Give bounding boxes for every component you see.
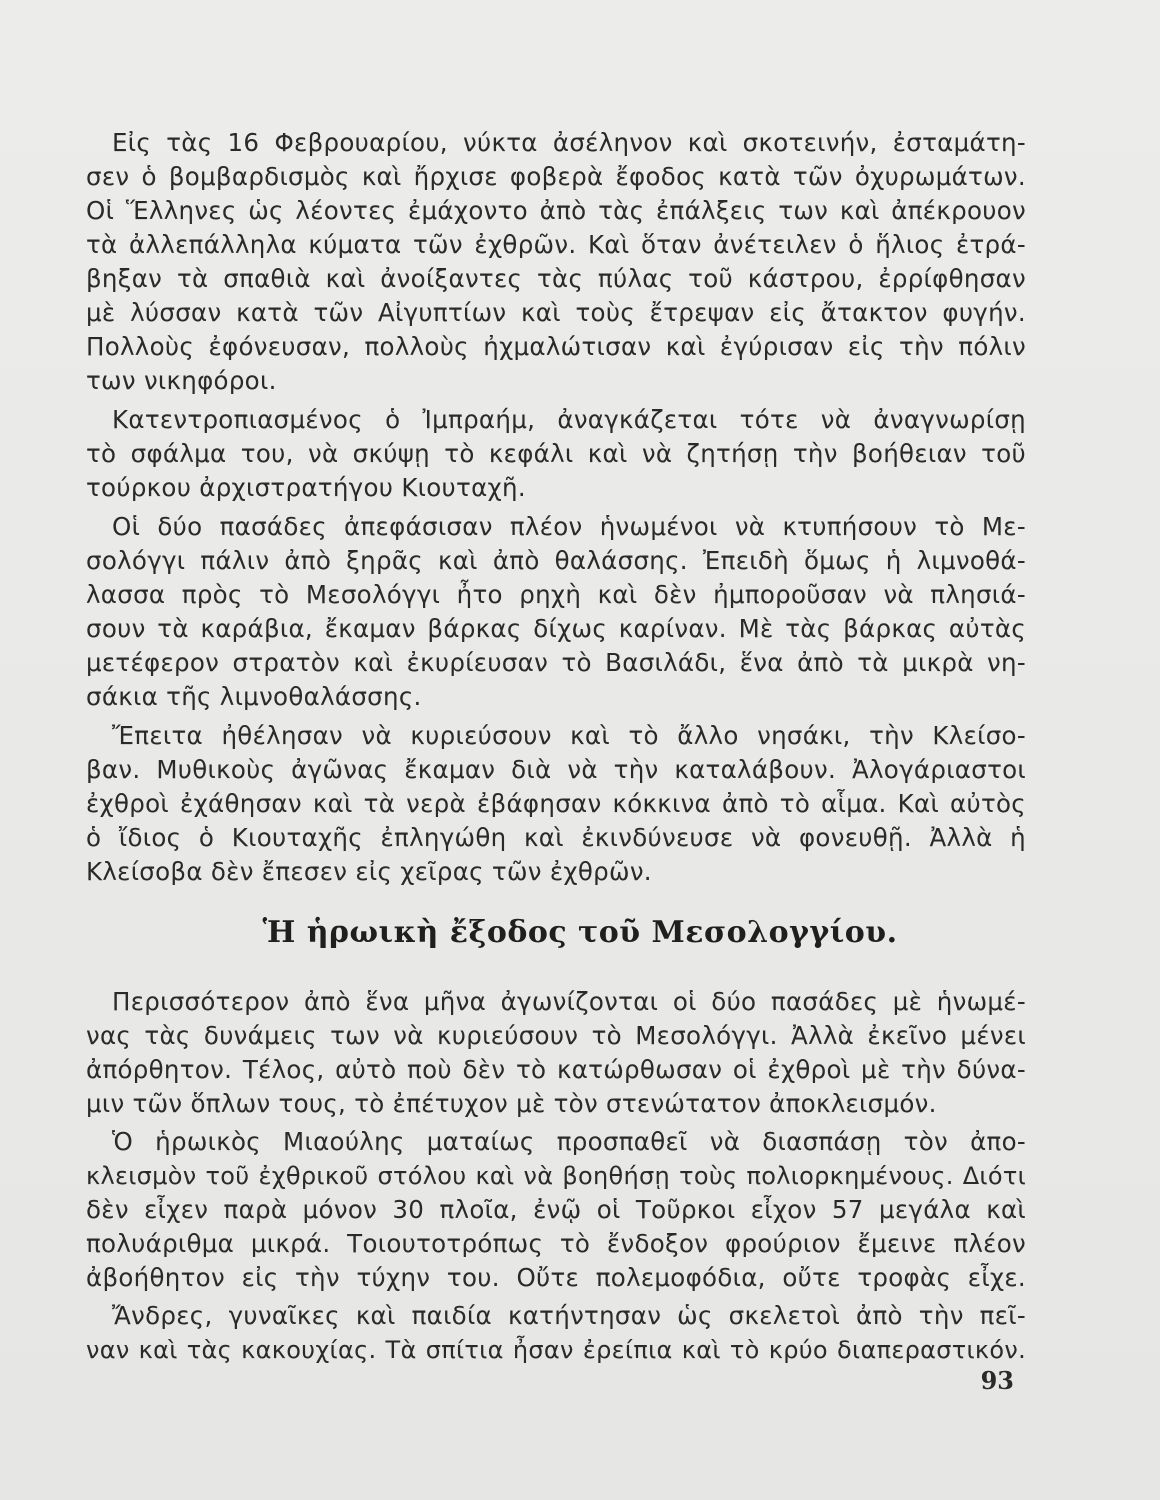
text-line: ναν καὶ τὰς κακουχίας. Τὰ σπίτια ἦσαν ἐρείπια καὶ τὸ κρύο διαπεραστικόν. bbox=[86, 1336, 1026, 1364]
text-line: βαν. Μυθικοὺς ἀγῶνας ἔκαμαν διὰ νὰ τὴν καταλάβουν. Ἀλογάριαστοι bbox=[86, 755, 1026, 784]
text-line: λασσα πρὸς τὸ Μεσολόγγι ἦτο ρηχὴ καὶ δὲν ἠμποροῦσαν νὰ πλησιά- bbox=[86, 580, 1026, 609]
text-line: Περισσότερον ἀπὸ ἕνα μῆνα ἀγωνίζονται οἱ δύο πασάδες μὲ ἡνωμέ- bbox=[112, 987, 1026, 1016]
text-line: τὸ σφάλμα του, νὰ σκύψῃ τὸ κεφάλι καὶ νὰ ζητήσῃ τὴν βοήθειαν τοῦ bbox=[86, 439, 1026, 468]
text-line: Πολλοὺς ἐφόνευσαν, πολλοὺς ἠχμαλώτισαν καὶ ἐγύρισαν εἰς τὴν πόλιν bbox=[86, 332, 1026, 361]
text-line: μὲ λύσσαν κατὰ τῶν Αἰγυπτίων καὶ τοὺς ἔτρεψαν εἰς ἄτακτον φυγήν. bbox=[86, 298, 1026, 327]
text-line: σολόγγι πάλιν ἀπὸ ξηρᾶς καὶ ἀπὸ θαλάσσης. Ἐπειδὴ ὅμως ἡ λιμνοθά- bbox=[86, 546, 1026, 575]
text-line: σεν ὁ βομβαρδισμὸς καὶ ἤρχισε φοβερὰ ἔφοδος κατὰ τῶν ὀχυρωμάτων. bbox=[86, 162, 1026, 191]
text-line: Οἱ δύο πασάδες ἀπεφάσισαν πλέον ἡνωμένοι νὰ κτυπήσουν τὸ Με- bbox=[112, 512, 1026, 541]
text-line: πολυάριθμα μικρά. Τοιουτοτρόπως τὸ ἔνδοξον φρούριον ἔμεινε πλέον bbox=[86, 1229, 1026, 1258]
text-line: σουν τὰ καράβια, ἔκαμαν βάρκας δίχως καρίναν. Μὲ τὰς βάρκας αὐτὰς bbox=[86, 614, 1026, 643]
text-line: τὰ ἀλλεπάλληλα κύματα τῶν ἐχθρῶν. Καὶ ὅταν ἀνέτειλεν ὁ ἥλιος ἐτρά- bbox=[86, 230, 1026, 259]
text-line: βηξαν τὰ σπαθιὰ καὶ ἀνοίξαντες τὰς πύλας τοῦ κάστρου, ἐρρίφθησαν bbox=[86, 264, 1026, 293]
text-line: κλεισμὸν τοῦ ἐχθρικοῦ στόλου καὶ νὰ βοηθήσῃ τοὺς πολιορκημένους. Διότι bbox=[86, 1162, 1026, 1190]
text-line: ἀπόρθητον. Τέλος, αὐτὸ ποὺ δὲν τὸ κατώρθωσαν οἱ ἐχθροὶ μὲ τὴν δύνα- bbox=[86, 1055, 1026, 1084]
text-line: ἐχθροὶ ἐχάθησαν καὶ τὰ νερὰ ἐβάφησαν κόκκινα ἀπὸ τὸ αἷμα. Καὶ αὐτὸς bbox=[86, 789, 1026, 818]
text-line: Κατεντροπιασμένος ὁ Ἰμπραήμ, ἀναγκάζεται τότε νὰ ἀναγνωρίσῃ bbox=[112, 405, 1026, 434]
section-heading: Ἡ ἡρωικὴ ἔξοδος τοῦ Μεσολογγίου. bbox=[262, 915, 898, 950]
text-line: Κλείσοβα δὲν ἔπεσεν εἰς χεῖρας τῶν ἐχθρῶν. bbox=[86, 857, 652, 886]
text-line: ἀβοήθητον εἰς τὴν τύχην του. Οὔτε πολεμοφόδια, οὔτε τροφὰς εἶχε. bbox=[86, 1263, 1026, 1292]
text-line: Ἄνδρες, γυναῖκες καὶ παιδία κατήντησαν ὡς σκελετοὶ ἀπὸ τὴν πεῖ- bbox=[112, 1301, 1026, 1330]
page-number: 93 bbox=[980, 1366, 1014, 1395]
text-line: δὲν εἶχεν παρὰ μόνον 30 πλοῖα, ἐνῷ οἱ Τοῦρκοι εἶχον 57 μεγάλα καὶ bbox=[86, 1195, 1026, 1224]
text-line: ὁ ἴδιος ὁ Κιουταχῆς ἐπληγώθη καὶ ἐκινδύνευσε νὰ φονευθῇ. Ἀλλὰ ἡ bbox=[86, 823, 1026, 852]
text-line: των νικηφόροι. bbox=[86, 366, 277, 395]
text-line: Ἔπειτα ἠθέλησαν νὰ κυριεύσουν καὶ τὸ ἄλλο νησάκι, τὴν Κλείσο- bbox=[112, 721, 1026, 750]
text-line: Εἰς τὰς 16 Φεβρουαρίου, νύκτα ἀσέληνον καὶ σκοτεινήν, ἐσταμάτη- bbox=[112, 128, 1026, 157]
text-line: μετέφερον στρατὸν καὶ ἐκυρίευσαν τὸ Βασιλάδι, ἕνα ἀπὸ τὰ μικρὰ νη- bbox=[86, 648, 1026, 677]
text-line: τούρκου ἀρχιστρατήγου Κιουταχῆ. bbox=[86, 473, 526, 502]
text-line: Ὁ ἡρωικὸς Μιαούλης ματαίως προσπαθεῖ νὰ διασπάσῃ τὸν ἀπο- bbox=[112, 1127, 1026, 1156]
text-line: νας τὰς δυνάμεις των νὰ κυριεύσουν τὸ Μεσολόγγι. Ἀλλὰ ἐκεῖνο μένει bbox=[86, 1021, 1026, 1050]
text-line: μιν τῶν ὅπλων τους, τὸ ἐπέτυχον μὲ τὸν στενώτατον ἀποκλεισμόν. bbox=[86, 1089, 937, 1118]
text-line: σάκια τῆς λιμνοθαλάσσης. bbox=[86, 682, 422, 711]
text-line: Οἱ Ἕλληνες ὡς λέοντες ἐμάχοντο ἀπὸ τὰς ἐπάλξεις των καὶ ἀπέκρουον bbox=[86, 196, 1026, 225]
